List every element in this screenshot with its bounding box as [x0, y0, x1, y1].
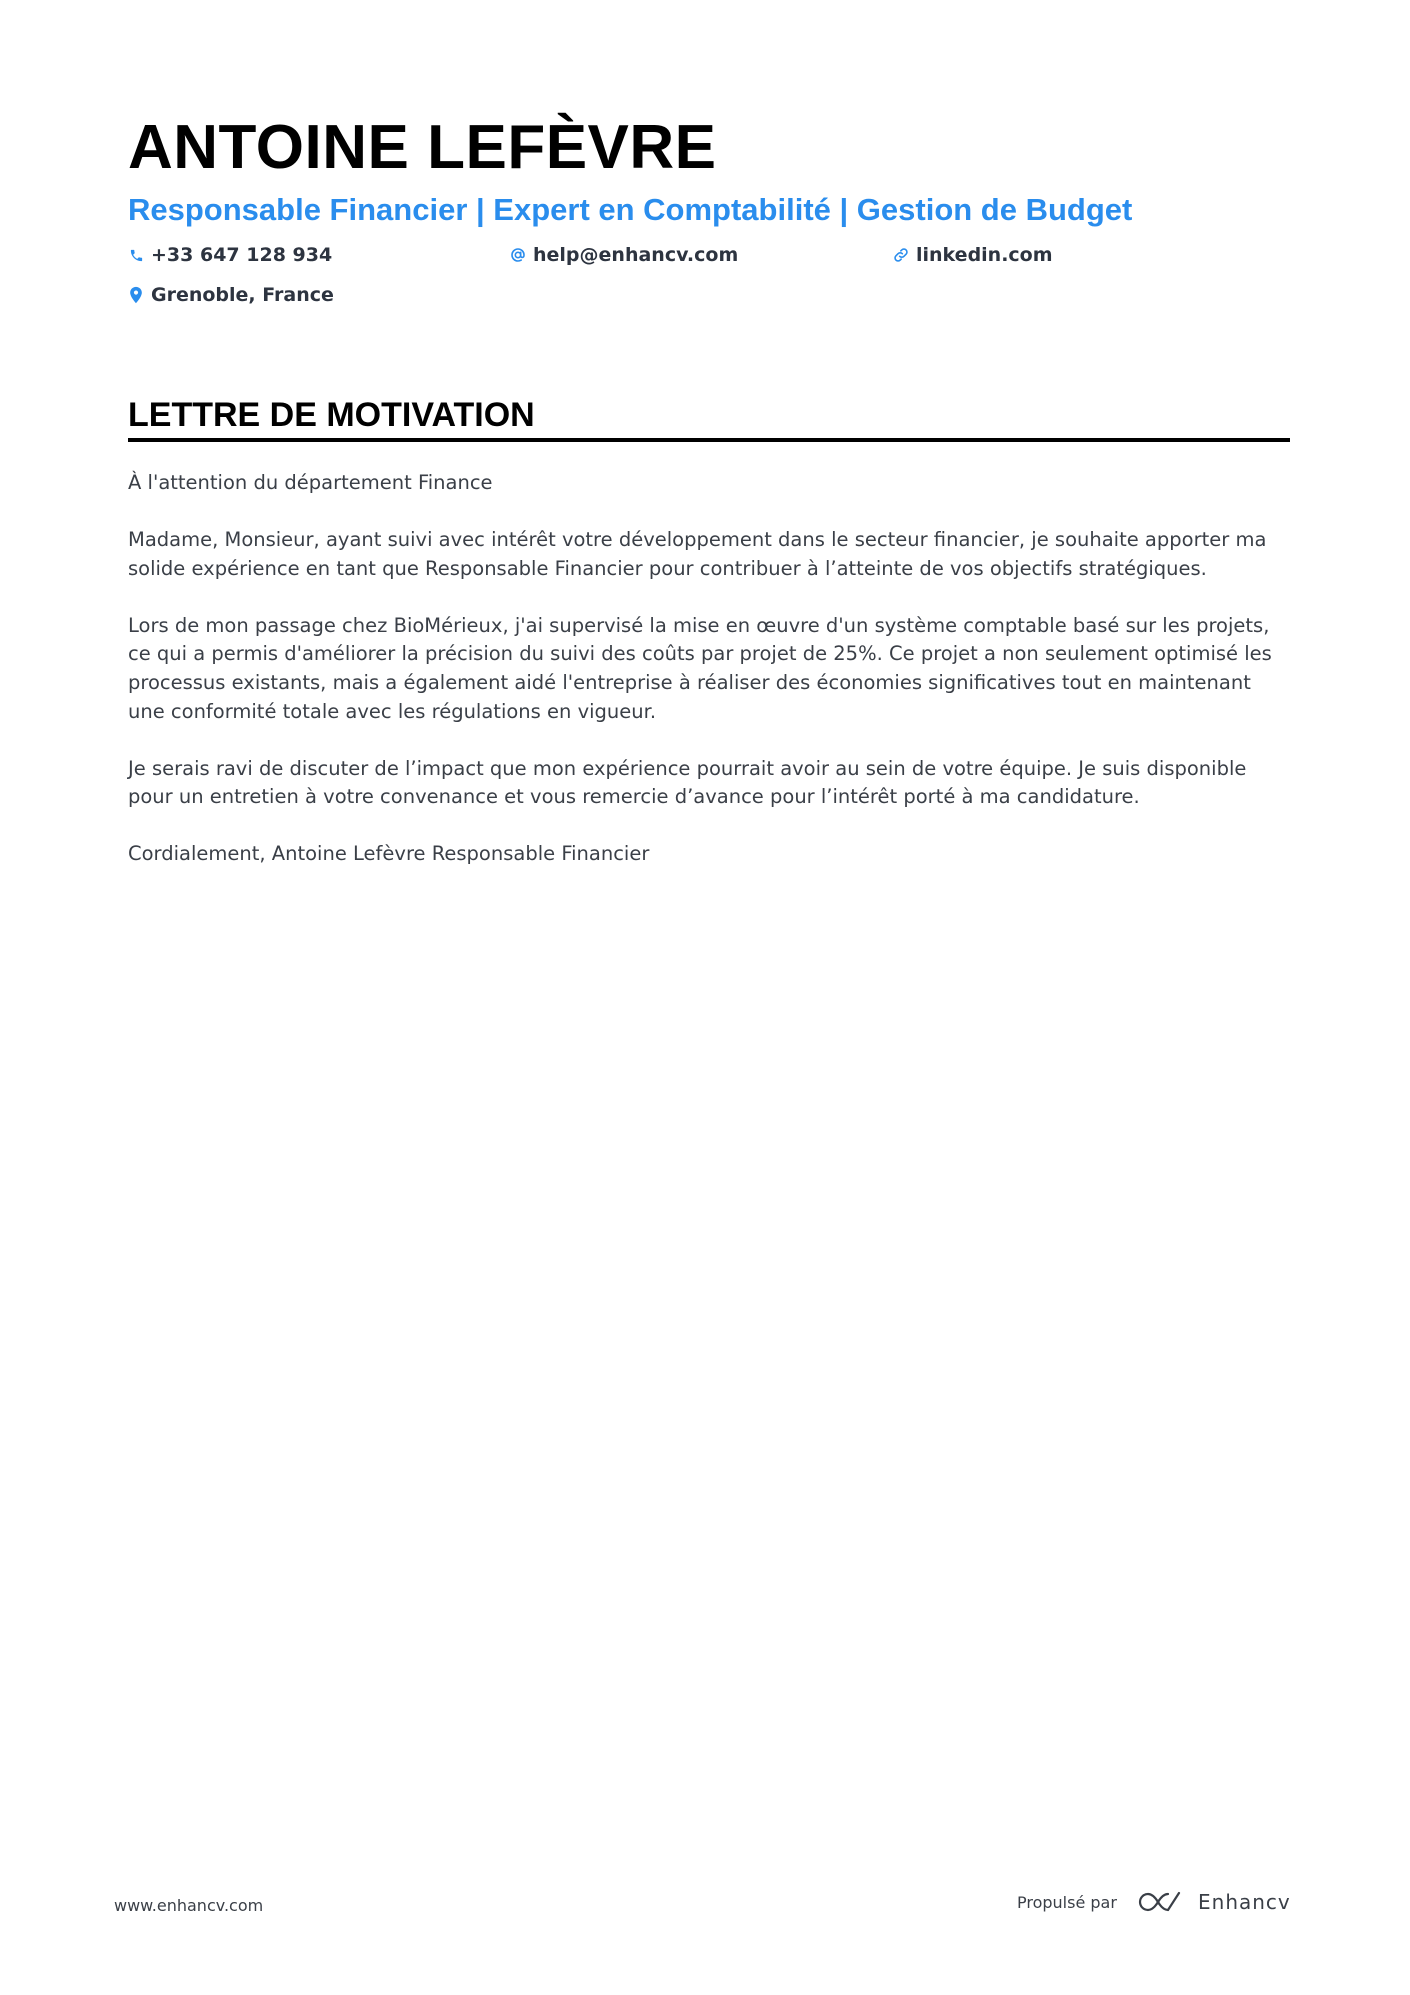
section-title: LETTRE DE MOTIVATION	[128, 396, 535, 434]
powered-by-label: Propulsé par	[1017, 1893, 1117, 1912]
footer-url[interactable]: www.enhancv.com	[114, 1896, 264, 1915]
link-icon	[893, 246, 909, 264]
contact-phone-text: +33 647 128 934	[151, 244, 333, 266]
contact-email-text[interactable]: help@enhancv.com	[533, 244, 739, 266]
contact-link[interactable]	[893, 243, 1053, 267]
letter-paragraph: Je serais ravi de discuter de l’impact que mon expérience pourrait avoir au sein de votre équipe. Je suis disponible pour un entretien à votre convenance et vous remercie d’avance pour l’intérêt porté à ma candidature.	[128, 756, 1247, 809]
letter-paragraph: Lors de mon passage chez BioMérieux, j'ai supervisé la mise en œuvre d'un système comptable basé sur les projets, ce qui a permis d'améliorer la précision du suivi des coûts par projet de 25%. Ce projet a non seulement optimisé les processus existants, mais a également aidé l'entreprise à réaliser des économies significatives tout en maintenant une conformité totale avec les régulations en vigueur.	[128, 613, 1272, 723]
at-sign-icon	[510, 246, 526, 264]
brand-name: Enhancv	[1198, 1890, 1291, 1914]
contact-location-text: Grenoble, France	[151, 284, 334, 306]
letter-closing: Cordialement, Antoine Lefèvre Responsable Financier	[128, 842, 650, 866]
contact-phone	[128, 243, 332, 267]
phone-icon	[128, 246, 144, 264]
candidate-headline: Responsable Financier | Expert en Comptabilité | Gestion de Budget	[128, 192, 1133, 227]
contact-location	[128, 283, 334, 307]
enhancv-logo-icon	[1138, 1889, 1186, 1915]
contact-email[interactable]	[510, 243, 738, 267]
letter-paragraph: Madame, Monsieur, ayant suivi avec intérêt votre développement dans le secteur financier, je souhaite apporter ma solide expérience en tant que Responsable Financier pour contribuer à l’atteinte de vos objectifs stratégiques.	[128, 528, 1267, 580]
section-divider	[128, 438, 1290, 442]
map-pin-icon	[128, 286, 144, 304]
brand-mark[interactable]	[1138, 1889, 1291, 1915]
contact-link-text[interactable]: linkedin.com	[916, 244, 1053, 266]
letter-salutation: À l'attention du département Finance	[128, 471, 493, 494]
candidate-name: ANTOINE LEFÈVRE	[128, 113, 717, 182]
letter-body	[128, 469, 1293, 897]
